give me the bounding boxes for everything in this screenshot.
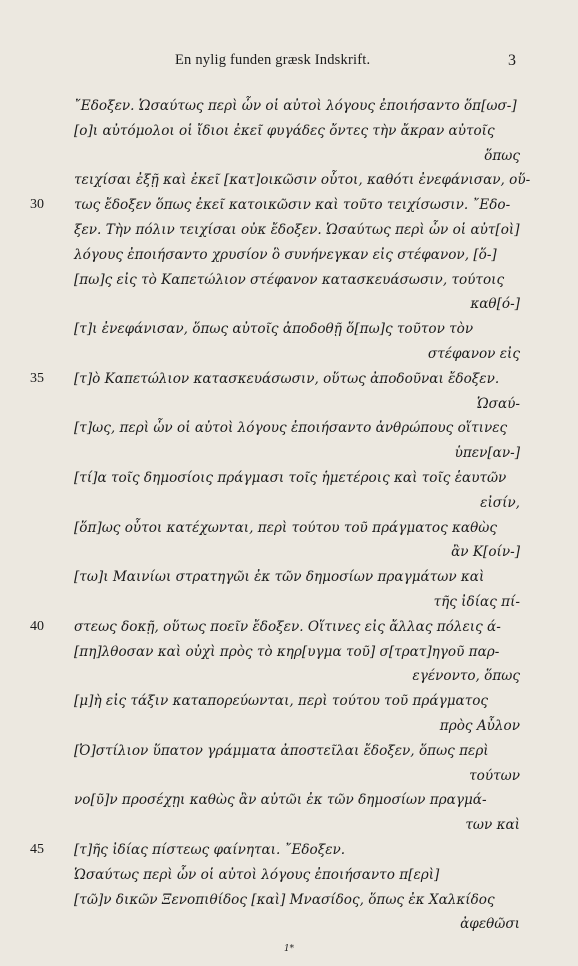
line-number: 45 <box>30 841 44 857</box>
line-text: των καὶ <box>465 817 520 834</box>
text-line <box>0 144 578 169</box>
line-text: στέφανον εἰς <box>427 345 520 362</box>
text-line <box>0 168 578 193</box>
line-text: πρὸς Αὖλον <box>439 717 520 734</box>
text-line <box>0 664 578 689</box>
text-line <box>0 416 578 441</box>
line-text: [τω]ι Μαινίωι στρατηγῶι ἐκ τῶν δημοσίων πραγμάτων καὶ <box>74 569 485 586</box>
page-number: 3 <box>508 52 516 69</box>
line-text: Ὡσαύ- <box>476 395 520 412</box>
text-line <box>0 367 578 392</box>
line-text: νο[ῦ]ν προσέχῃι καθὼς ἂν αὐτῶι ἐκ τῶν δημοσίων πραγμά- <box>74 792 487 809</box>
line-text: καθ[ό-] <box>470 296 520 313</box>
line-text: [τ]ῆς ἰδίας πίστεως φαίνηται. ῎Εδοξεν. <box>74 841 346 858</box>
text-line <box>0 813 578 838</box>
line-text: Ὡσαύτως περὶ ὧν οἱ αὐτοὶ λόγους ἐποιήσαντο π[ερὶ] <box>74 866 440 883</box>
line-text: [μ]ὴ εἰς τάξιν καταπορεύωνται, περὶ τούτου τοῦ πράγματος <box>74 693 489 710</box>
line-number: 30 <box>30 197 44 213</box>
line-text: ἀφεθῶσι <box>460 916 520 933</box>
text-line <box>0 94 578 119</box>
line-text: τειχίσαι ἐξῇ καὶ ἐκεῖ [κατ]οικῶσιν οὗτοι, καθότι ἐνεφάνισαν, οὕ- <box>74 172 531 189</box>
text-line <box>0 516 578 541</box>
text-line <box>0 317 578 342</box>
text-line <box>0 714 578 739</box>
running-title: En nylig funden græsk Indskrift. <box>175 52 371 68</box>
text-line <box>0 937 578 962</box>
line-text: στεως δοκῇ, οὕτως ποεῖν ἔδοξεν. Οἵτινες εἰς ἄλλας πόλεις ά- <box>74 618 501 635</box>
line-text: [πη]λθοσαν καὶ οὐχὶ πρὸς τὸ κηρ[υγμα τοῦ] σ[τρατ]ηγοῦ παρ- <box>74 643 500 660</box>
line-text: ξεν. Τὴν πόλιν τειχίσαι οὐκ ἔδοξεν. Ὡσαύτως περὶ ὧν οἱ αὐτ[οὶ] <box>74 221 520 238</box>
line-text: ἂν Κ[οίν-] <box>451 544 520 561</box>
text-line <box>0 342 578 367</box>
line-text: [τ]ι ἐνεφάνισαν, ὅπως αὐτοῖς ἀποδοθῇ ὅ[πω]ς τοῦτον τὸν <box>74 321 474 338</box>
text-line <box>0 863 578 888</box>
line-text: τούτων <box>469 767 520 784</box>
line-text: ὑπεν[αν-] <box>454 445 520 462</box>
line-text: [τ]ὸ Καπετώλιον κατασκευάσωσιν, οὕτως ἀποδοῦναι ἔδοξεν. <box>74 370 500 387</box>
line-text: τως ἔδοξεν ὅπως ἐκεῖ κατοικῶσιν καὶ τοῦτο τειχίσωσιν. ῎Εδο- <box>74 197 511 214</box>
text-line <box>0 640 578 665</box>
line-text: [τί]α τοῖς δημοσίοις πράγμασι τοῖς ἡμετέροις καὶ τοῖς ἑαυτῶν <box>74 469 507 486</box>
text-line <box>0 590 578 615</box>
line-text: [ὅπ]ως οὗτοι κατέχωνται, περὶ τούτου τοῦ πράγματος καθὼς <box>74 519 497 536</box>
line-text: [τῶ]ν δικῶν Ξενοπιθίδος [καὶ] Μνασίδος, ὅπως ἐκ Χαλκίδος <box>74 891 495 908</box>
text-line <box>0 119 578 144</box>
text-line <box>0 218 578 243</box>
text-line <box>0 615 578 640</box>
text-line <box>0 764 578 789</box>
line-text: τῆς ἰδίας πί- <box>433 593 520 610</box>
page-header <box>0 52 578 72</box>
inscription-text <box>0 94 578 962</box>
line-text: ῎Εδοξεν. Ὡσαύτως περὶ ὧν οἱ αὐτοὶ λόγους ἐποιήσαντο ὅπ[ωσ-] <box>74 98 517 114</box>
text-line <box>0 441 578 466</box>
line-text: εἰσίν, <box>480 494 520 511</box>
text-line <box>0 466 578 491</box>
line-text: 1* <box>284 944 294 955</box>
text-line <box>0 243 578 268</box>
line-number: 40 <box>30 618 44 634</box>
text-line <box>0 788 578 813</box>
line-text: λόγους ἐποιήσαντο χρυσίον ὃ συνήνεγκαν εἰς στέφανον, [ὅ-] <box>74 246 497 263</box>
text-line <box>0 193 578 218</box>
line-text: [ο]ι αὐτόμολοι οἱ ἴδιοι ἐκεῖ φυγάδες ὄντες τὴν ἄκραν αὐτοῖς <box>74 122 495 139</box>
text-line <box>0 540 578 565</box>
text-line <box>0 292 578 317</box>
text-line <box>0 888 578 913</box>
text-line <box>0 689 578 714</box>
text-line <box>0 491 578 516</box>
line-text: ὅπως <box>484 147 520 164</box>
text-line <box>0 739 578 764</box>
text-line <box>0 838 578 863</box>
line-text: [πω]ς εἰς τὸ Καπετώλιον στέφανον κατασκευάσωσιν, τούτοις <box>74 271 505 288</box>
line-number: 35 <box>30 370 44 386</box>
line-text: [Ὀ]στίλιον ὕπατον γράμματα ἀποστεῖλαι ἔδοξεν, ὅπως περὶ <box>74 742 489 759</box>
text-line <box>0 268 578 293</box>
text-line <box>0 912 578 937</box>
text-line <box>0 565 578 590</box>
line-text: εγένοντο, ὅπως <box>412 668 520 685</box>
text-line <box>0 392 578 417</box>
line-text: [τ]ως, περὶ ὧν οἱ αὐτοὶ λόγους ἐποιήσαντο ἀνθρώπους οἵτινες <box>74 420 508 437</box>
